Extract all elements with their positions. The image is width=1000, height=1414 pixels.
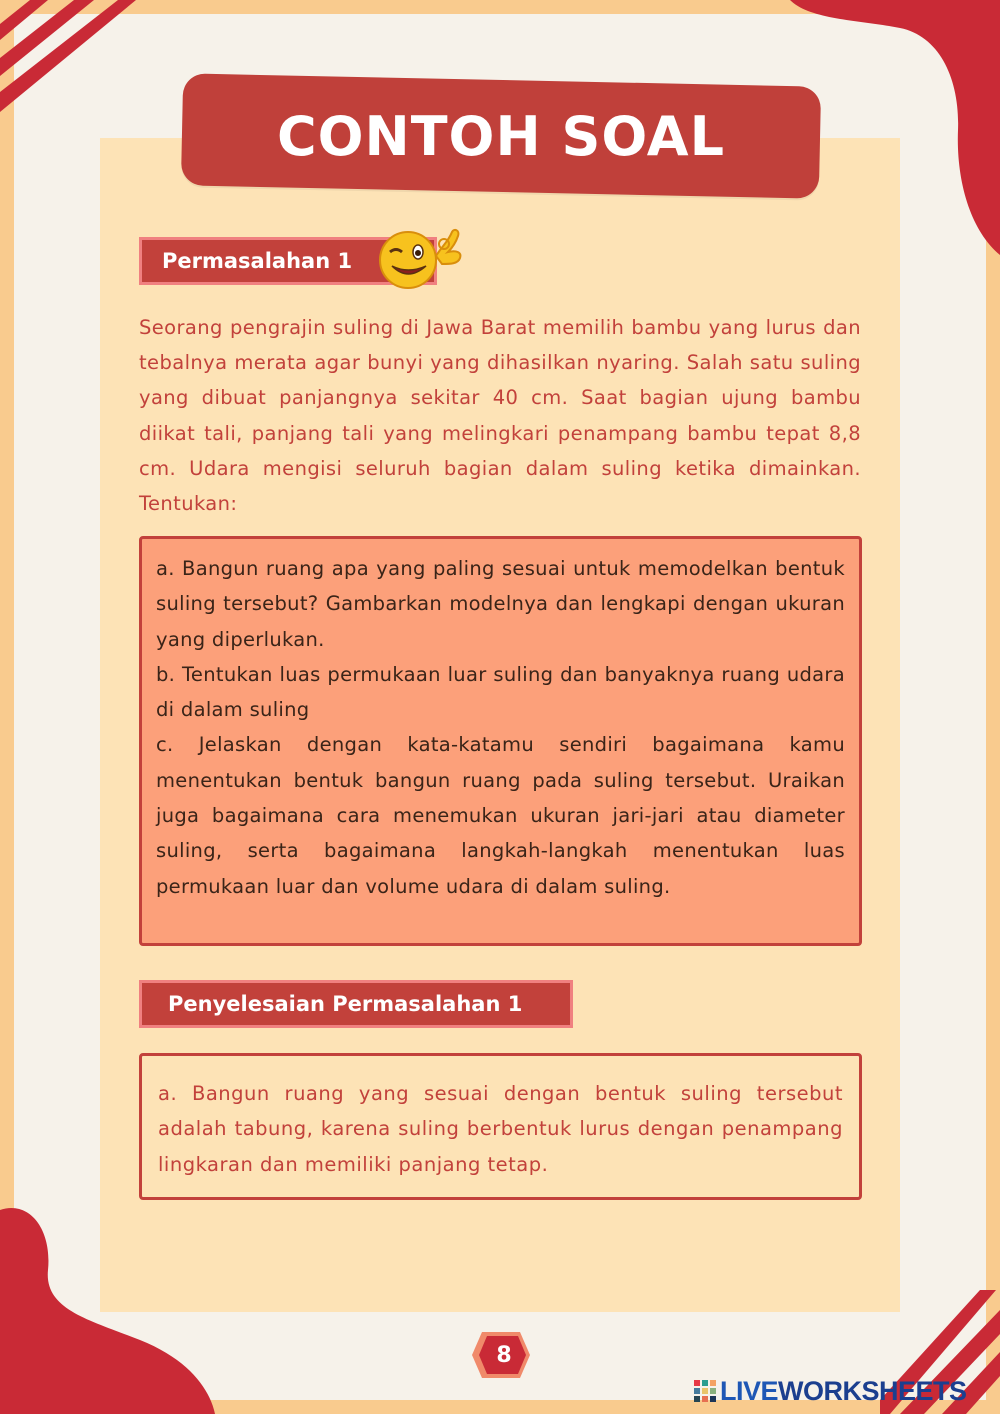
watermark-rest: WORKSHEETS (778, 1375, 967, 1406)
solution-label: Penyelesaian Permasalahan 1 (139, 980, 573, 1028)
top-left-brush-decoration (0, 0, 140, 120)
page-title: CONTOH SOAL (276, 104, 725, 168)
page-number: 8 (496, 1342, 512, 1368)
liveworksheets-logo-icon (694, 1380, 716, 1402)
problem-label: Permasalahan 1 (139, 237, 437, 285)
question-box (139, 536, 862, 946)
wink-ok-emoji-icon (372, 222, 466, 290)
answer-a: a. Bangun ruang yang sesuai dengan bentuk suling tersebut adalah tabung, karena suling berbentuk lurus dengan penampang lingkaran dan memiliki panjang tetap. (158, 1082, 843, 1176)
liveworksheets-watermark (694, 1376, 967, 1406)
question-c: c. Jelaskan dengan kata-katamu sendiri bagaimana kamu menentukan bentuk bangun ruang pada suling tersebut. Uraikan juga bagaimana cara menemukan ukuran jari-jari atau diameter suling, serta bagaimana langkah-langkah menentukan luas permukaan luar dan volume udara di dalam suling. (156, 733, 845, 898)
problem-text: Seorang pengrajin suling di Jawa Barat memilih bambu yang lurus dan tebalnya merata agar bunyi yang dihasilkan nyaring. Salah satu suling yang dibuat panjangnya sekitar 40 cm. Saat bagian ujung bambu diikat tali, panjang tali yang melingkari penampang bambu tepat 8,8 cm. Udara mengisi seluruh bagian dalam suling ketika dimainkan. Tentukan: (139, 316, 861, 516)
watermark-prefix: LIVE (720, 1375, 779, 1406)
title-banner (181, 73, 821, 198)
question-b: b. Tentukan luas permukaan luar suling dan banyaknya ruang udara di dalam suling (156, 662, 845, 722)
answer-box (139, 1053, 862, 1200)
watermark-text (720, 1376, 967, 1407)
question-a: a. Bangun ruang apa yang paling sesuai untuk memodelkan bentuk suling tersebut? Gambarkan modelnya dan lengkapi dengan ukuran yang diperlukan. (156, 557, 845, 651)
